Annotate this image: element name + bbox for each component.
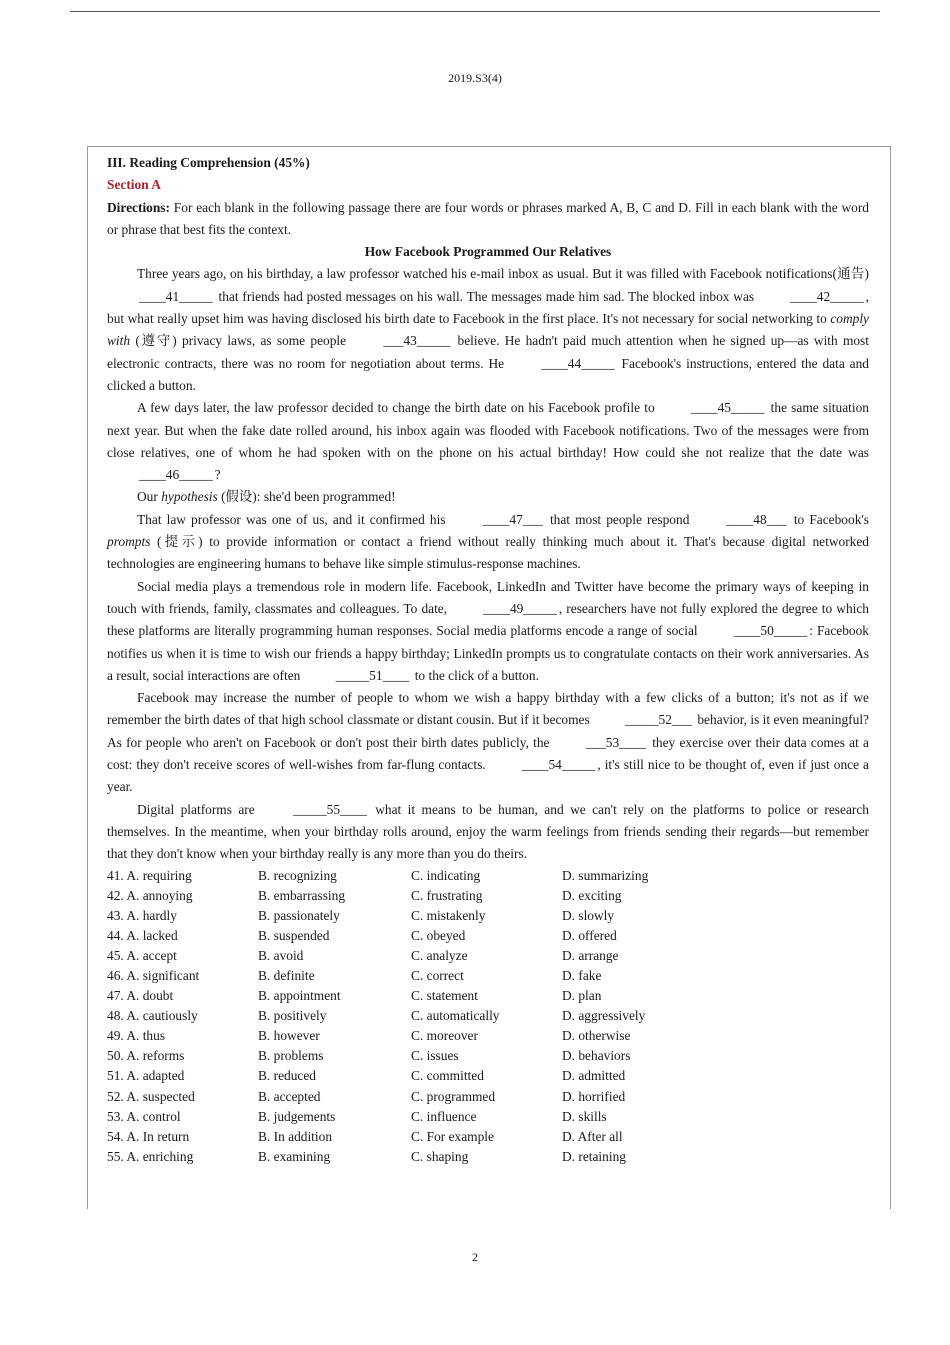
option-row xyxy=(107,906,869,926)
option-row xyxy=(107,1087,869,1107)
blank-45: ____45_____ xyxy=(690,400,765,416)
italic-term: prompts xyxy=(107,534,151,550)
text-span: to Facebook's xyxy=(788,511,870,527)
option-a: 46. A. significant xyxy=(107,967,200,983)
text-span: (提示) to provide information or contact a friend without really thinking much about it. That's because digital networked technologies are engineering humans to behave like simple stimulus-response machines. xyxy=(107,534,869,572)
option-b: B. appointment xyxy=(258,988,341,1004)
blank-46: ____46_____ xyxy=(139,467,213,483)
paragraph-4 xyxy=(107,509,869,576)
option-a: 52. A. suspected xyxy=(107,1088,195,1104)
option-c: C. automatically xyxy=(411,1008,500,1024)
option-row xyxy=(107,1026,869,1046)
text-span: Three years ago, on his birthday, a law professor watched his e-mail inbox as usual. But it was filled with Facebook notifications(通告) xyxy=(137,266,869,282)
text-span: , but what really upset him was having disclosed his birth date to Facebook in the first place. It's not necessary for social networking to xyxy=(107,288,869,327)
option-d: D. summarizing xyxy=(562,867,649,883)
option-c: C. statement xyxy=(411,988,478,1004)
option-a: 42. A. annoying xyxy=(107,887,193,903)
paragraph-7 xyxy=(107,799,869,866)
text-span: (遵守) privacy laws, as some people xyxy=(130,333,352,349)
text-span: : Facebook notifies us when it is time to wish our friends a happy birthday; LinkedIn prompts us to congratulate contacts on their work anniversaries. As a result, social interactions are often xyxy=(107,623,869,683)
option-d: D. horrified xyxy=(562,1088,626,1104)
blank-52: _____52___ xyxy=(625,712,693,728)
italic-term: hypothesis xyxy=(161,489,218,505)
option-b: B. In addition xyxy=(258,1128,333,1144)
paragraph-6 xyxy=(107,687,869,798)
option-a: 44. A. lacked xyxy=(107,927,178,943)
paragraph-5 xyxy=(107,576,869,687)
option-a: 51. A. adapted xyxy=(107,1068,185,1084)
option-d: D. skills xyxy=(562,1108,607,1124)
text-span: Facebook's instructions, entered the data and clicked a button. xyxy=(107,355,870,393)
blank-47: ____47___ xyxy=(482,511,543,527)
option-c: C. frustrating xyxy=(411,887,483,903)
option-b: B. suspended xyxy=(258,927,330,943)
text-span: A few days later, the law professor decided to change the birth date on his Facebook profile to xyxy=(137,400,659,416)
section-title: III. Reading Comprehension (45%) xyxy=(107,155,310,170)
option-b: B. accepted xyxy=(258,1088,321,1104)
paragraph-1 xyxy=(107,263,869,397)
option-row xyxy=(107,1046,869,1066)
blank-49: ____49_____ xyxy=(483,600,557,616)
section-subtitle: Section A xyxy=(107,177,161,193)
blank-43: ___43_____ xyxy=(383,333,451,349)
option-a: 43. A. hardly xyxy=(107,907,177,923)
option-d: D. slowly xyxy=(562,907,615,923)
option-c: C. issues xyxy=(411,1048,459,1064)
text-span: Digital platforms are xyxy=(137,801,262,817)
option-b: B. problems xyxy=(258,1048,324,1064)
option-row xyxy=(107,1147,869,1167)
option-row xyxy=(107,966,869,986)
option-c: C. shaping xyxy=(411,1148,469,1164)
blank-51: _____51____ xyxy=(335,667,410,683)
option-d: D. arrange xyxy=(562,947,619,963)
blank-48: ____48___ xyxy=(726,511,787,527)
page-header: 2019.S3(4) xyxy=(448,71,502,85)
option-c: C. obeyed xyxy=(411,927,466,943)
text-span: Our xyxy=(137,489,162,505)
text-span: believe. He hadn't paid much attention when he signed up—as with most electronic contracts, there was no room for negotiation about terms. He xyxy=(107,333,869,371)
option-c: C. moreover xyxy=(411,1028,478,1044)
option-b: B. definite xyxy=(258,967,315,983)
option-d: D. After all xyxy=(562,1128,623,1144)
option-a: 48. A. cautiously xyxy=(107,1008,198,1024)
option-d: D. plan xyxy=(562,988,602,1004)
option-a: 41. A. requiring xyxy=(107,867,192,883)
option-b: B. passionately xyxy=(258,907,340,923)
option-row xyxy=(107,1127,869,1147)
option-d: D. otherwise xyxy=(562,1028,631,1044)
option-b: B. recognizing xyxy=(258,867,337,883)
option-d: D. fake xyxy=(562,967,602,983)
option-c: C. analyze xyxy=(411,947,468,963)
option-a: 55. A. enriching xyxy=(107,1148,194,1164)
option-c: C. correct xyxy=(411,967,464,983)
blank-55: _____55____ xyxy=(293,801,367,817)
paragraph-2 xyxy=(107,397,869,486)
option-c: C. committed xyxy=(411,1068,484,1084)
directions-text: For each blank in the following passage there are four words or phrases marked A, B, C and D. Fill in each blank with the word or phrase that best fits the context. xyxy=(107,199,869,237)
text-span: to the click of a button. xyxy=(411,667,539,683)
text-span: they exercise over their data comes at a cost: they don't receive scores of well-wishes from far-flung contacts. xyxy=(107,734,869,773)
text-span: Facebook may increase the number of people to whom we wish a happy birthday with a few clicks of a button; it's not as if we remember the birth dates of that high school classmate or distant cousin. But if it becomes xyxy=(107,690,869,728)
option-b: B. judgements xyxy=(258,1108,336,1124)
option-c: C. For example xyxy=(411,1128,494,1144)
option-b: B. positively xyxy=(258,1008,327,1024)
option-row xyxy=(107,886,869,906)
top-rule xyxy=(70,11,880,12)
option-d: D. offered xyxy=(562,927,617,943)
option-c: C. influence xyxy=(411,1108,477,1124)
text-span: ? xyxy=(214,467,221,483)
blank-53: ___53____ xyxy=(585,734,646,750)
passage-title: How Facebook Programmed Our Relatives xyxy=(364,244,612,260)
option-row xyxy=(107,946,869,966)
option-row xyxy=(107,1107,869,1127)
blank-44: ____44_____ xyxy=(541,355,615,371)
page-number: 2 xyxy=(472,1250,478,1264)
option-c: C. indicating xyxy=(411,867,481,883)
directions-label: Directions: xyxy=(107,199,170,215)
reading-section xyxy=(107,152,869,1167)
option-c: C. programmed xyxy=(411,1088,496,1104)
text-span: that most people respond xyxy=(544,511,695,527)
text-span: that friends had posted messages on his wall. The messages made him sad. The blocked inbox was xyxy=(214,288,758,304)
option-d: D. behaviors xyxy=(562,1048,631,1064)
text-span: the same situation next year. But when the fake date rolled around, his inbox again was flooded with Facebook notifications. Two of the messages were from close relatives, one of whom he had spoken with on the phone on his actual birthday! How could she not realize that the date was xyxy=(107,400,869,460)
option-b: B. however xyxy=(258,1028,320,1044)
text-span: , it's still nice to be thought of, even if just once a year. xyxy=(107,757,869,795)
option-d: D. admitted xyxy=(562,1068,626,1084)
option-a: 49. A. thus xyxy=(107,1028,166,1044)
text-span: what it means to be human, and we can't rely on the platforms to police or research themselves. In the meantime, when your birthday rolls around, enjoy the warm feelings from friends sending their regards—but remember that they don't know when your birthday really is any more than you do theirs. xyxy=(107,801,869,862)
option-d: D. aggressively xyxy=(562,1008,646,1024)
option-a: 54. A. In return xyxy=(107,1128,190,1144)
option-d: D. exciting xyxy=(562,887,622,903)
paragraph-3 xyxy=(107,486,869,508)
option-row xyxy=(107,866,869,886)
option-a: 45. A. accept xyxy=(107,947,177,963)
option-d: D. retaining xyxy=(562,1148,626,1164)
blank-41: ____41_____ xyxy=(139,288,213,304)
option-b: B. reduced xyxy=(258,1068,317,1084)
blank-50: ____50_____ xyxy=(733,623,808,639)
option-c: C. mistakenly xyxy=(411,907,486,923)
blank-54: ____54_____ xyxy=(521,757,596,773)
option-b: B. avoid xyxy=(258,947,304,963)
option-row xyxy=(107,926,869,946)
option-row xyxy=(107,1006,869,1026)
text-span: (假设): she'd been programmed! xyxy=(217,489,396,505)
option-b: B. embarrassing xyxy=(258,887,346,903)
option-row xyxy=(107,986,869,1006)
option-a: 53. A. control xyxy=(107,1108,181,1124)
text-span: behavior, is it even meaningful? As for people who aren't on Facebook or don't post their birth dates publicly, the xyxy=(107,712,869,750)
directions xyxy=(107,197,869,242)
italic-term: comply with xyxy=(107,311,869,349)
text-span: , researchers have not fully explored the degree to which these platforms are literally programming human responses. Social media platforms encode a range of social xyxy=(107,600,869,639)
blank-42: ____42_____ xyxy=(789,288,864,304)
option-a: 47. A. doubt xyxy=(107,988,174,1004)
options-list xyxy=(107,866,869,1167)
text-span: Social media plays a tremendous role in modern life. Facebook, LinkedIn and Twitter have become the primary ways of keeping in touch with friends, family, classmates and colleagues. To date, xyxy=(107,578,869,616)
option-b: B. examining xyxy=(258,1148,331,1164)
option-a: 50. A. reforms xyxy=(107,1048,185,1064)
text-span: That law professor was one of us, and it confirmed his xyxy=(137,511,451,527)
option-row xyxy=(107,1066,869,1086)
